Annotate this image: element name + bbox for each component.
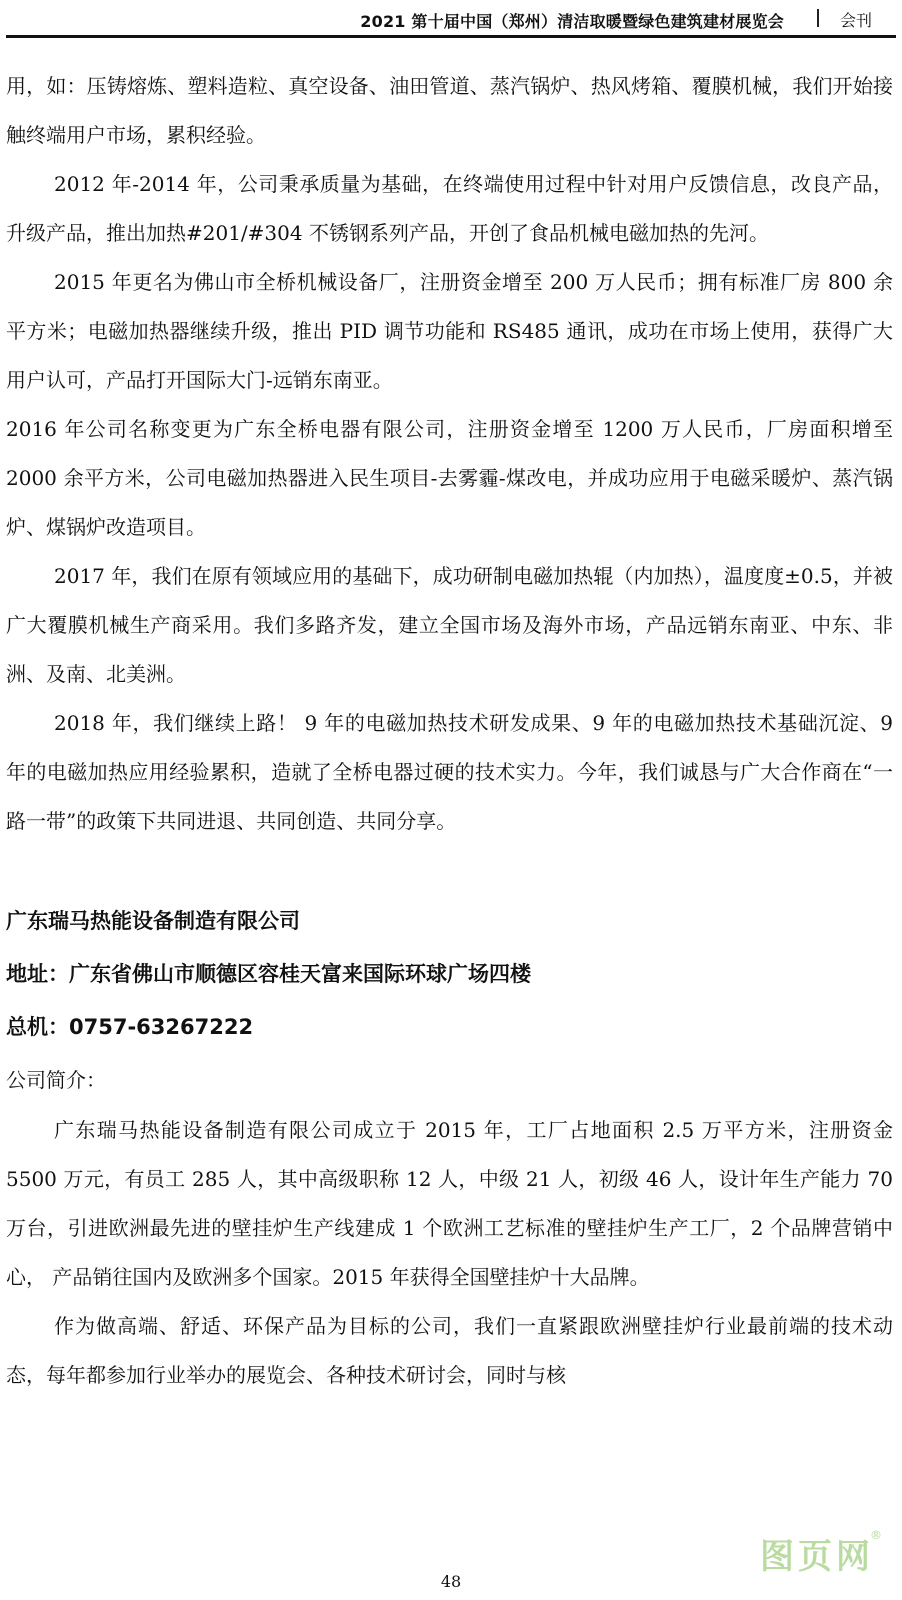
header-title: 2021 第十届中国（郑州）清洁取暖暨绿色建筑建材展览会 xyxy=(360,12,784,31)
company-phone: 总机：0757-63267222 xyxy=(6,1015,254,1039)
header-rule xyxy=(6,35,896,38)
company-intro-paragraph: 作为做高端、舒适、环保产品为目标的公司，我们一直紧跟欧洲壁挂炉行业最前端的技术动态，每年都参加行业举办的展览会、各种技术研讨会，同时与核 xyxy=(6,1314,893,1387)
paragraph-2015: 2015 年更名为佛山市全桥机械设备厂，注册资金增至 200 万人民币；拥有标准厂房 800 余平方米；电磁加热器继续升级，推出 PID 调节功能和 RS485 通讯，成功在市场上使用，获得广大用户认可，产品打开国际大门-远销东南亚。 xyxy=(6,270,893,392)
paragraph-2016: 2016 年公司名称变更为广东全桥电器有限公司，注册资金增至 1200 万人民币，厂房面积增至 2000 余平方米，公司电磁加热器进入民生项目-去雾霾-煤改电，并成功应用于电磁采暖炉、蒸汽锅炉、煤锅炉改造项目。 xyxy=(6,417,893,539)
company-address: 地址：广东省佛山市顺德区容桂天富来国际环球广场四楼 xyxy=(6,962,531,986)
page-number: 48 xyxy=(440,1572,462,1591)
company-listing xyxy=(6,895,893,1400)
paragraph-2018: 2018 年，我们继续上路！ 9 年的电磁加热技术研发成果、9 年的电磁加热技术基础沉淀、9 年的电磁加热应用经验累积，造就了全桥电器过硬的技术实力。今年，我们诚恳与广大合作商在“一路一带”的政策下共同进退、共同创造、共同分享。 xyxy=(6,711,893,833)
paragraph-continuation: 用，如：压铸熔炼、塑料造粒、真空设备、油田管道、蒸汽锅炉、热风烤箱、覆膜机械，我们开始接触终端用户市场，累积经验。 xyxy=(6,74,893,147)
header-tag: 会刊 xyxy=(840,11,873,30)
page-header xyxy=(0,0,902,40)
paragraph-2012: 2012 年-2014 年，公司秉承质量为基础，在终端使用过程中针对用户反馈信息，改良产品，升级产品，推出加热#201/#304 不锈钢系列产品，开创了食品机械电磁加热的先河。 xyxy=(6,172,893,245)
company-intro-label: 公司简介： xyxy=(6,1068,106,1092)
registered-mark: ® xyxy=(870,1528,882,1542)
article-body xyxy=(6,62,893,1400)
company-name: 广东瑞马热能设备制造有限公司 xyxy=(6,909,300,933)
paragraph-2017: 2017 年，我们在原有领域应用的基础下，成功研制电磁加热辊（内加热），温度度±0.5，并被广大覆膜机械生产商采用。我们多路齐发，建立全国市场及海外市场，产品远销东南亚、中东、非洲、及南、北美洲。 xyxy=(6,564,893,686)
watermark-logo: 图页网 xyxy=(760,1537,874,1577)
header-separator xyxy=(817,9,819,27)
company-intro-paragraph: 广东瑞马热能设备制造有限公司成立于 2015 年，工厂占地面积 2.5 万平方米，注册资金 5500 万元，有员工 285 人，其中高级职称 12 人，中级 21 人，初级 46 人，设计年生产能力 70 万台，引进欧洲最先进的壁挂炉生产线建成 1 个欧洲工艺标准的壁挂炉生产工厂，2 个品牌营销中心， 产品销往国内及欧洲多个国家。2015 年获得全国壁挂炉十大品牌。 xyxy=(6,1118,893,1289)
